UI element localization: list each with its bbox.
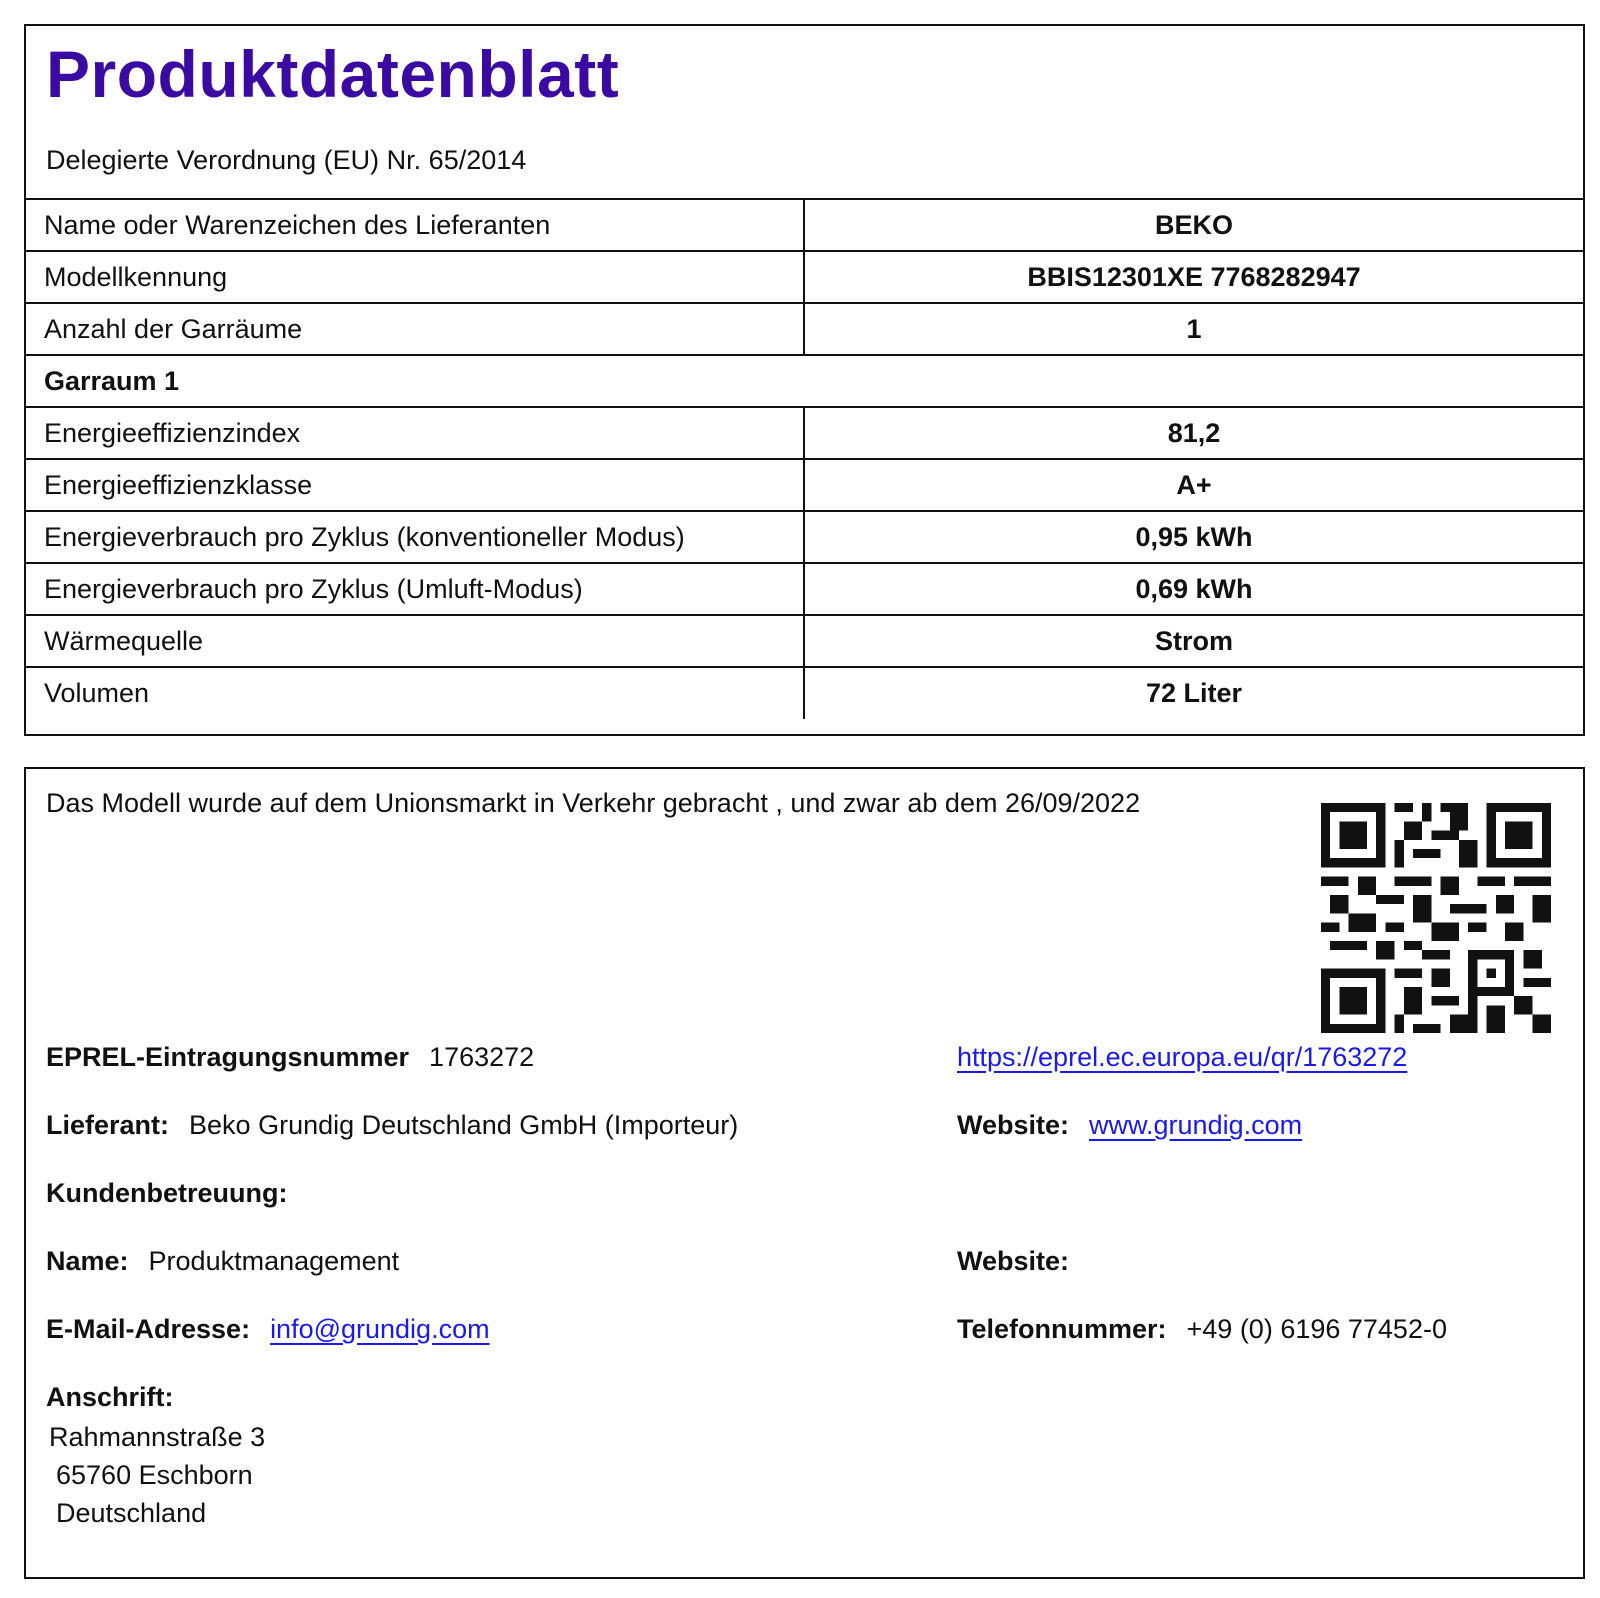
table-row <box>26 303 1583 355</box>
table-row <box>26 615 1583 667</box>
row-label: Energieverbrauch pro Zyklus (konventioneller Modus) <box>26 511 804 563</box>
supplier-line <box>46 1107 738 1143</box>
email-label: E-Mail-Adresse: <box>46 1314 251 1344</box>
address-country: Deutschland <box>56 1498 207 1528</box>
section-row <box>26 355 1583 407</box>
phone-label: Telefonnummer: <box>957 1314 1167 1344</box>
row-value: 72 Liter <box>804 667 1583 719</box>
phone-line <box>957 1311 1447 1347</box>
email-link[interactable]: info@grundig.com <box>270 1314 490 1344</box>
table-row <box>26 459 1583 511</box>
page-title: Produktdatenblatt <box>46 37 620 111</box>
row-label: Name oder Warenzeichen des Lieferanten <box>26 199 804 251</box>
supplier-info-panel <box>24 767 1585 1579</box>
row-value: 0,69 kWh <box>804 563 1583 615</box>
supplier-label: Lieferant: <box>46 1110 170 1140</box>
table-row <box>26 251 1583 303</box>
supplier-name: Beko Grundig Deutschland GmbH (Importeur) <box>189 1110 739 1140</box>
eprel-label: EPREL-Eintragungsnummer <box>46 1042 410 1072</box>
row-value: Strom <box>804 615 1583 667</box>
supplier-website-label: Website: <box>957 1110 1070 1140</box>
service-name-value: Produktmanagement <box>148 1246 400 1276</box>
row-label: Energieverbrauch pro Zyklus (Umluft-Modus) <box>26 563 804 615</box>
email-line <box>46 1311 490 1347</box>
row-label: Energieeffizienzindex <box>26 407 804 459</box>
row-value: 0,95 kWh <box>804 511 1583 563</box>
table-row <box>26 199 1583 251</box>
product-data-table <box>26 198 1583 719</box>
row-value: BBIS12301XE 7768282947 <box>804 251 1583 303</box>
eprel-link[interactable]: https://eprel.ec.europa.eu/qr/1763272 <box>957 1042 1408 1072</box>
product-datasheet-panel <box>24 24 1585 736</box>
regulation-subtitle: Delegierte Verordnung (EU) Nr. 65/2014 <box>46 145 527 175</box>
market-date-text: Das Modell wurde auf dem Unionsmarkt in Verkehr gebracht , und zwar ab dem 26/09/2022 <box>46 788 1141 818</box>
service-heading: Kundenbetreuung: <box>46 1178 288 1208</box>
row-label: Energieeffizienzklasse <box>26 459 804 511</box>
row-value: BEKO <box>804 199 1583 251</box>
supplier-website-line <box>957 1107 1302 1143</box>
eprel-number: 1763272 <box>429 1042 535 1072</box>
table-row <box>26 511 1583 563</box>
phone-number: +49 (0) 6196 77452-0 <box>1186 1314 1447 1344</box>
service-website-label: Website: <box>957 1246 1070 1276</box>
address-street: Rahmannstraße 3 <box>49 1422 266 1452</box>
row-value: 1 <box>804 303 1583 355</box>
address-heading: Anschrift: <box>46 1382 174 1412</box>
row-label: Volumen <box>26 667 804 719</box>
table-row <box>26 563 1583 615</box>
row-label: Wärmequelle <box>26 615 804 667</box>
qr-code-icon[interactable] <box>1321 803 1551 1033</box>
service-name-label: Name: <box>46 1246 129 1276</box>
row-value: 81,2 <box>804 407 1583 459</box>
eprel-line <box>46 1039 534 1075</box>
row-label: Anzahl der Garräume <box>26 303 804 355</box>
address-city: 65760 Eschborn <box>56 1460 253 1490</box>
table-row <box>26 407 1583 459</box>
row-value: A+ <box>804 459 1583 511</box>
supplier-website-link[interactable]: www.grundig.com <box>1089 1110 1303 1140</box>
section-heading: Garraum 1 <box>26 355 1583 407</box>
row-label: Modellkennung <box>26 251 804 303</box>
table-row <box>26 667 1583 719</box>
service-name-line <box>46 1243 399 1279</box>
